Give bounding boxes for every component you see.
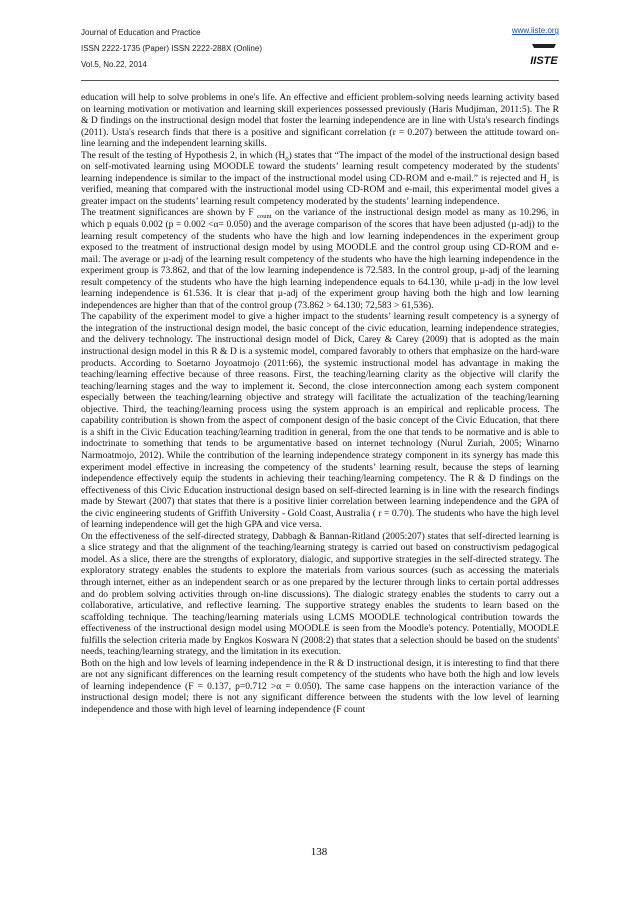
paragraph-5: On the effectiveness of the self-directed strategy, Dabbagh & Bannan-Ritland (2005:207) states that self-directed learning is a slice strategy and that the alignment of the teaching/learning strategy is carried out based on constructivism pedagogical model. As a slice, there are the strengths of exploratory, dialogic, and supportive strategies in the self-directed strategy. The exploratory strategy enables the students to explore the materials from various sources (such as accessing the materials through internet, either as an independent search or as one prepared by the lecturer through links to certain portal addresses and do problem solving activities through on-line discussions). The dialogic strategy enables the students to carry out a collaborative, articulative, and reflective learning. The supportive strategy enables the students to learn based on the scaffolding technique. The teaching/learning materials using LCMS MOODLE technological contribution towards the effectiveness of the instructional design model using MOODLE is seen from the Moodle's potency. Potentially, MOODLE fulfills the selection criteria made by Engkos Koswara N (2008:2) that states that a selection should be based on the students' needs, teaching/learning strategy, and the limitation in its execution. <box>81 530 559 658</box>
page-header <box>81 24 559 84</box>
paragraph-3: The treatment significances are shown by F $_{count}$ on the variance of the instructional design model as many as 10.296, in which p equals 0.002 (p = 0.002 <α= 0.050) and the average comparison of the scores that have been adjusted (µ-adj) to the learning result competency of the students who have the high and low learning independences in the experiment group exposed to the treatment of instructional design model by using MOODLE and the control group using CD-ROM and e-mail. The average or µ-adj of the learning result competency of the students who have the high learning independence in the experiment group is 73.862, and that of the low learning independence is 72.583. In the control group, µ-adj of the learning result competency of the students who have the high learning independence equals to 64.130, while µ-adj in the low level learning independence is 61.536. It is clear that µ-adj of the experiment group having both the high and low learning independences are higher than that of the control group (73.862 > 64.130; 72,583 > 61,536). <box>81 207 559 311</box>
paragraph-4: The capability of the experiment model to give a higher impact to the students’ learning result competency is a synergy of the integration of the instructional design model, the basic concept of the civic education, learning independence strategies, and the delivery technology. The instructional design model of Dick, Carey & Carey (2009) that is adopted as the main instructional design model in this R & D is a systemic model, compared favorably to others that emphasize on the hard-ware products. According to Soetarno Joyoatmojo (2011:66), the systemic instructional model has advantage in making the teaching/learning effective because of three reasons. First, the teaching/learning clarity as the objective will clarify the teaching/learning stages and the way to implement it. Second, the close interconnection among each system component especially between the teaching/learning objective and strategy will facilitate the actualization of the teaching/learning objective. Third, the teaching/learning process using the system approach is an empirical and replicable process. The capability contribution is shown from the aspect of component design of the basic concept of the Civic Education, that there is a shift in the Civic Education teaching/learning tradition in general, from the one that tends to be normative and is able to indoctrinate to something that tends to be argumentative based on internet technology (Nurul Zuriah, 2005; Winarno Narmoatmojo, 2012). While the contribution of the learning independence strategy component in its synergy has made this experiment model effective in increasing the competency of the students’ learning result, because the steps of learning independence effectively equip the students in achieving their teaching/learning competency. The R & D findings on the effectiveness of this Civic Education instructional design based on self-directed learning is in line with the research findings made by Stewart (2007) that states that there is a positive linier correlation between learning independence and the GPA of the civic engineering students of Griffith University - Gold Coast, Australia ( r = 0.70). The students who have the high level of learning independence will get the high GPA and vice versa. <box>81 311 559 531</box>
issn-line: ISSN 2222-1735 (Paper) ISSN 2222-288X (Online) <box>81 44 262 53</box>
website-link[interactable]: www.iiste.org <box>511 26 559 35</box>
iiste-logo-icon <box>529 42 559 68</box>
paragraph-2: The result of the testing of Hypothesis 2, in which $(H_0)$ states that “The impact of the model of the instructional design based on self-motivated learning using MOODLE toward the students’ learning result competency moderated by the students' learning independence is similar to the impact of the instructional model using CD-ROM and e-mail.” is rejected and $H_a$ is verified, meaning that compared with the instructional model using CD-ROM and e-mail, this experimental model gives a greater impact on the students’ learning result competency moderated by the students’ learning independence. <box>81 149 559 207</box>
volume-line: Vol.5, No.22, 2014 <box>81 60 147 69</box>
journal-name: Journal of Education and Practice <box>81 28 201 37</box>
page-number: 138 <box>310 846 328 858</box>
header-rule <box>81 80 559 81</box>
paragraph-1: education will help to solve problems in one's life. An effective and efficient problem-solving needs learning activity based on learning motivation or motivation and learning skill experiences possessed previously (Haris Mudjiman, 2011:5). The R & D findings on the instructional design model that foster the learning independence are in line with Usta's research findings (2011). Usta's research finds that there is a positive and significant correlation (r = 0.207) between the attitude toward on-line learning and the independent learning skills. <box>81 92 559 150</box>
article-body <box>81 92 559 842</box>
paragraph-6: Both on the high and low levels of learning independence in the R & D instructional design, it is interesting to find that there are not any significant differences on the learning result competency of the students who have both the high and low levels of learning independence (F = 0.137, p=0.712 >α = 0.050). The same case happens on the interaction variance of the instructional design model; there is not any significant difference between the students with the low level of learning independence and those with high level of learning independence (F count <box>81 657 559 715</box>
logo-text: IISTE <box>530 55 558 67</box>
